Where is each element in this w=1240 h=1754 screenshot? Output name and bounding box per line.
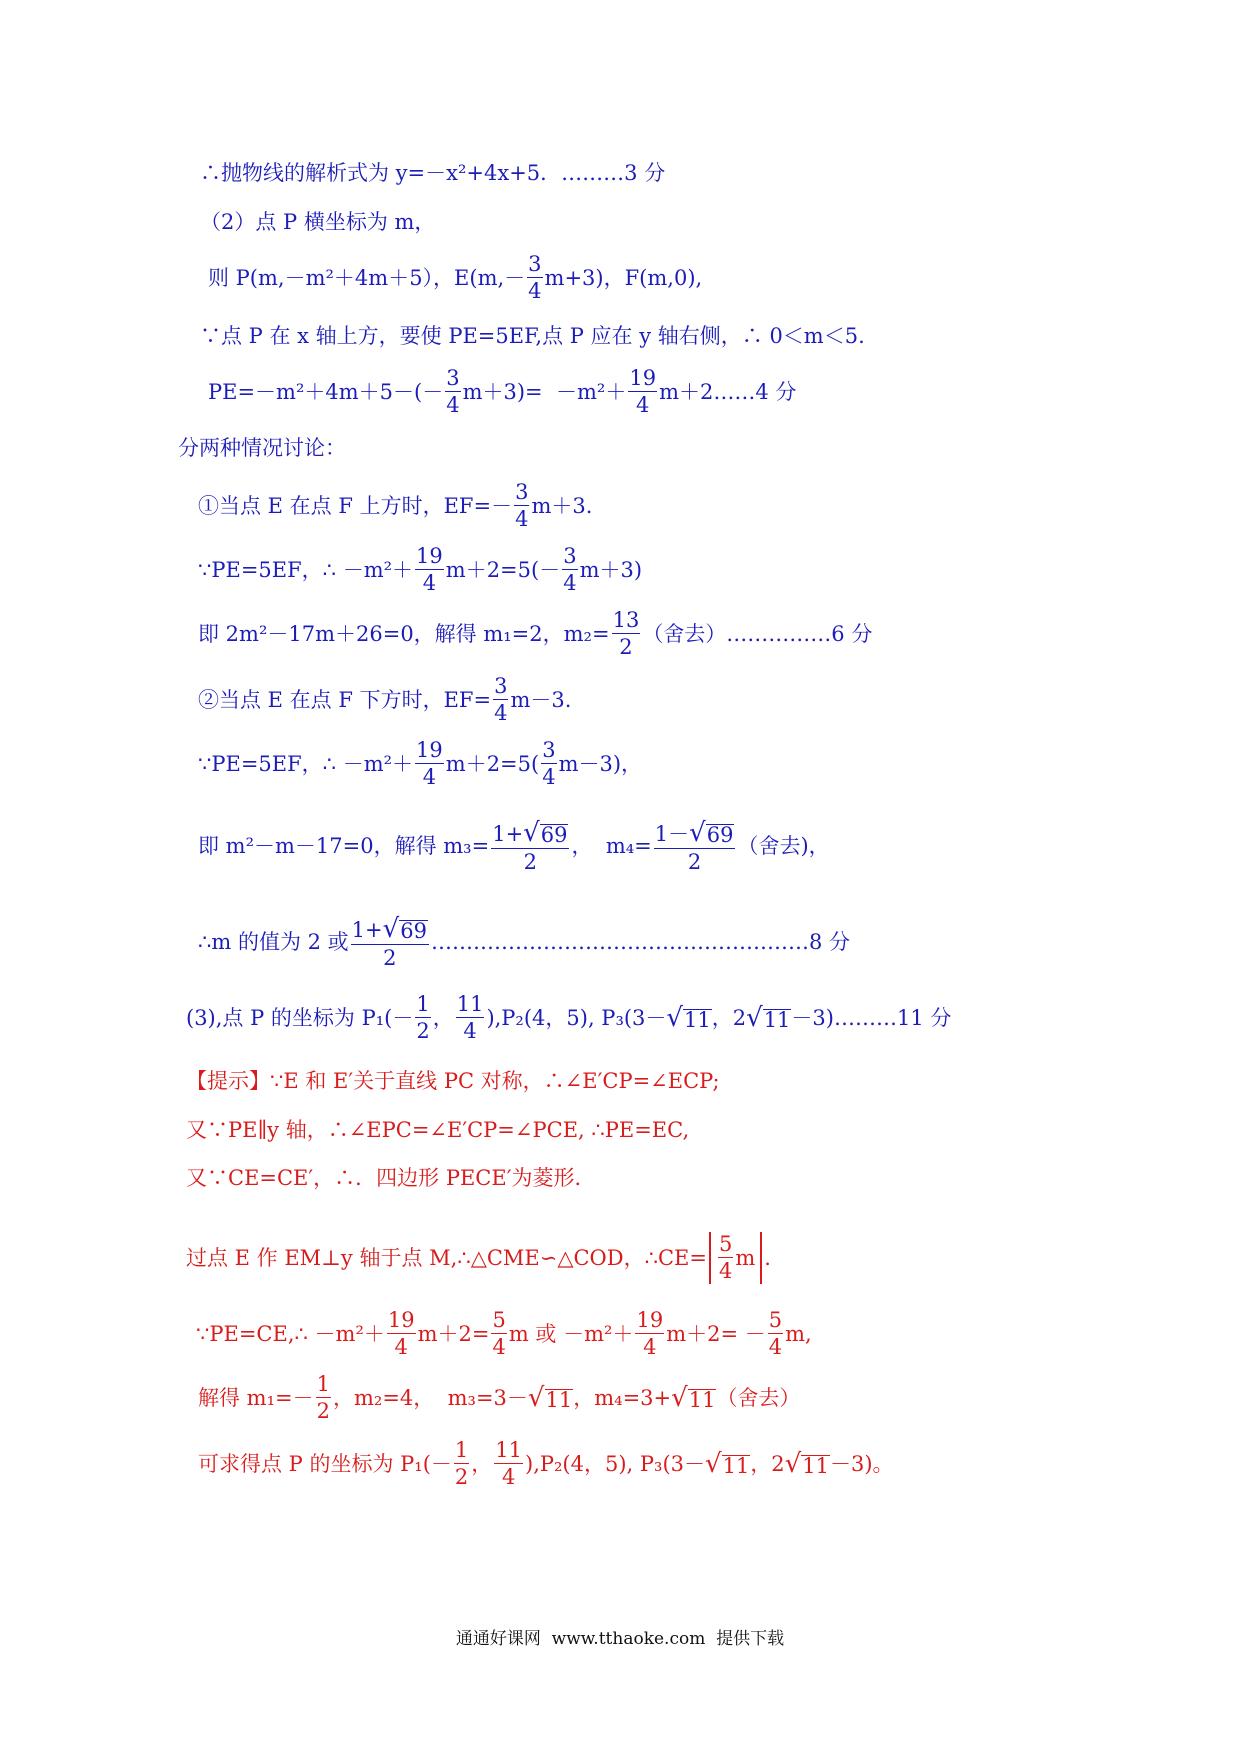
denominator: 2 bbox=[687, 850, 702, 874]
text: m 或 －m²＋ bbox=[508, 1321, 634, 1346]
line-case1 bbox=[198, 482, 592, 530]
fraction bbox=[514, 482, 529, 530]
numerator: 1 bbox=[316, 1372, 330, 1396]
numerator bbox=[351, 916, 429, 945]
line-case1-equation bbox=[198, 546, 642, 594]
radicand: 11 bbox=[684, 1008, 711, 1032]
line-hint-rhombus bbox=[186, 1168, 595, 1189]
numerator: 1 bbox=[416, 992, 430, 1016]
radical: √ 11 bbox=[666, 1003, 711, 1033]
denominator: 4 bbox=[492, 1335, 506, 1359]
denominator: 2 bbox=[619, 635, 633, 659]
line-hint-final bbox=[198, 1440, 894, 1488]
fraction bbox=[351, 916, 429, 969]
variable: m bbox=[735, 1245, 756, 1270]
fraction bbox=[768, 1310, 783, 1358]
line-parabola-result bbox=[200, 163, 665, 184]
line-hint-solutions bbox=[198, 1374, 800, 1422]
radicand: 11 bbox=[763, 1008, 791, 1032]
radicand: 11 bbox=[802, 1454, 829, 1478]
numerator: 19 bbox=[629, 366, 657, 390]
fraction bbox=[494, 1440, 523, 1488]
text: 解得 m₁=－ bbox=[198, 1385, 314, 1410]
denominator: 4 bbox=[768, 1335, 783, 1359]
denominator: 4 bbox=[636, 393, 650, 417]
text: m, bbox=[785, 1321, 812, 1346]
fraction bbox=[491, 1310, 506, 1358]
fraction bbox=[454, 1440, 469, 1488]
numerator: 3 bbox=[446, 366, 460, 390]
text: m－3. bbox=[510, 687, 572, 712]
line-m-values bbox=[198, 916, 850, 969]
text: m－3)， bbox=[558, 751, 643, 776]
fraction bbox=[491, 820, 569, 873]
text: m＋3) bbox=[579, 557, 643, 582]
fraction bbox=[628, 368, 657, 416]
text: （2）点 P 横坐标为 m， bbox=[200, 210, 436, 234]
fraction bbox=[718, 1234, 733, 1282]
line-hint-similar bbox=[186, 1232, 771, 1284]
text: ∴抛物线的解析式为 y=－x²+4x+5．………3 分 bbox=[200, 161, 666, 185]
text: ，m₄=3+ bbox=[573, 1385, 672, 1410]
text: . bbox=[764, 1245, 771, 1270]
fraction bbox=[456, 994, 485, 1042]
page-footer bbox=[0, 1631, 1240, 1648]
fraction bbox=[387, 1310, 416, 1358]
text: 过点 E 作 EM⊥y 轴于点 M,∴△CME∽△COD，∴CE= bbox=[186, 1245, 707, 1270]
text: 可求得点 P 的坐标为 P₁(－ bbox=[198, 1451, 452, 1476]
text: 又∵CE=CE′，∴．四边形 PECE′为菱形． bbox=[186, 1166, 596, 1190]
radical: √ 11 bbox=[705, 1449, 750, 1479]
absolute-value bbox=[709, 1232, 762, 1284]
text: （舍去）……………6 分 bbox=[642, 621, 873, 646]
line-point-coords bbox=[208, 254, 702, 302]
text: m＋2……4 分 bbox=[659, 379, 797, 404]
text: ， bbox=[432, 1005, 454, 1030]
fraction bbox=[445, 368, 460, 416]
fraction bbox=[612, 610, 641, 658]
text: m＋2=5(－ bbox=[445, 557, 561, 582]
fraction bbox=[415, 994, 430, 1042]
line-two-cases bbox=[178, 438, 346, 459]
numerator: 5 bbox=[492, 1308, 506, 1332]
radical: √ 69 bbox=[523, 818, 568, 848]
denominator: 4 bbox=[463, 1019, 477, 1043]
radicand: 69 bbox=[706, 823, 734, 847]
numerator: 19 bbox=[387, 1308, 415, 1332]
line-range-condition bbox=[200, 326, 865, 347]
text: 1+ bbox=[351, 918, 383, 942]
text: 则 P(m,－m²＋4m＋5），E(m,－ bbox=[208, 265, 526, 290]
text: 即 m²－m－17=0，解得 m₃= bbox=[198, 834, 490, 858]
text: ，m₂=4， m₃=3－ bbox=[332, 1385, 528, 1410]
text: ，2 bbox=[711, 1005, 747, 1030]
numerator: 13 bbox=[612, 608, 640, 632]
text: －3)………11 分 bbox=[791, 1005, 952, 1030]
line-hint-angles bbox=[186, 1120, 689, 1141]
text: m＋2= － bbox=[666, 1321, 766, 1346]
line-case1-solution bbox=[198, 610, 872, 658]
denominator: 2 bbox=[416, 1019, 430, 1043]
denominator: 2 bbox=[523, 850, 538, 874]
numerator: 19 bbox=[416, 738, 443, 762]
line-hint-equation bbox=[196, 1310, 812, 1358]
radicand: 11 bbox=[722, 1454, 750, 1478]
text: ②当点 E 在点 F 下方时，EF= bbox=[198, 687, 492, 712]
text: ∵PE=5EF，∴ －m²＋ bbox=[198, 557, 414, 582]
numerator: 3 bbox=[515, 480, 529, 504]
radical: √ 11 bbox=[746, 1003, 791, 1033]
denominator: 4 bbox=[643, 1335, 657, 1359]
numerator bbox=[491, 820, 569, 849]
numerator: 5 bbox=[768, 1308, 783, 1332]
text: ， m₄= bbox=[571, 834, 652, 858]
denominator: 4 bbox=[528, 279, 542, 303]
numerator: 3 bbox=[528, 252, 542, 276]
radical: √ 11 bbox=[527, 1383, 573, 1413]
fraction bbox=[316, 1374, 331, 1422]
line-case2 bbox=[198, 676, 571, 724]
denominator: 2 bbox=[383, 946, 397, 970]
text: 1－ bbox=[654, 822, 690, 846]
text: PE=－m²＋4m＋5－(－ bbox=[208, 379, 444, 404]
radical: √ 11 bbox=[671, 1383, 716, 1413]
radicand: 11 bbox=[688, 1388, 716, 1412]
text: ),P₂(4，5), P₃(3－ bbox=[486, 1005, 667, 1030]
fraction bbox=[415, 546, 444, 594]
text: 分两种情况讨论： bbox=[178, 436, 346, 460]
numerator: 3 bbox=[542, 738, 556, 762]
radicand: 69 bbox=[400, 919, 427, 943]
radical: √ 11 bbox=[784, 1449, 829, 1479]
line-case2-equation bbox=[198, 740, 642, 788]
line-pe-expression bbox=[208, 368, 796, 416]
denominator: 4 bbox=[422, 765, 437, 789]
fraction bbox=[493, 676, 508, 724]
text: ①当点 E 在点 F 上方时，EF=－ bbox=[198, 493, 513, 518]
radicand: 11 bbox=[545, 1388, 573, 1412]
fraction bbox=[541, 740, 556, 788]
line-part2-intro bbox=[200, 212, 435, 233]
numerator: 5 bbox=[718, 1232, 733, 1256]
text: ，2 bbox=[750, 1451, 785, 1476]
hint-tag: 【提示】 bbox=[186, 1069, 270, 1093]
numerator: 19 bbox=[416, 544, 443, 568]
text: 即 2m²－17m＋26=0，解得 m₁=2，m₂= bbox=[198, 621, 610, 646]
text: ),P₂(4，5), P₃(3－ bbox=[525, 1451, 705, 1476]
text: m＋2=5( bbox=[445, 751, 540, 776]
text: （舍去） bbox=[716, 1385, 801, 1410]
fraction bbox=[527, 254, 542, 302]
text: ∵E 和 E′关于直线 PC 对称，∴∠E′CP=∠ECP; bbox=[270, 1069, 720, 1093]
denominator: 4 bbox=[446, 393, 460, 417]
text: ∵PE=CE,∴ －m²＋ bbox=[196, 1321, 385, 1346]
line-case2-solution bbox=[198, 820, 830, 873]
denominator: 4 bbox=[394, 1335, 408, 1359]
numerator: 3 bbox=[494, 674, 508, 698]
numerator bbox=[654, 820, 736, 849]
text: ………………………………………………8 分 bbox=[430, 930, 850, 954]
denominator: 4 bbox=[718, 1259, 733, 1283]
text: ∵PE=5EF，∴ －m²＋ bbox=[198, 751, 414, 776]
text: m+3)，F(m,0), bbox=[544, 265, 703, 290]
text: m＋2= bbox=[417, 1321, 490, 1346]
fraction bbox=[562, 546, 577, 594]
fraction bbox=[635, 1310, 664, 1358]
numerator: 19 bbox=[636, 1308, 664, 1332]
denominator: 4 bbox=[515, 507, 529, 531]
denominator: 4 bbox=[422, 571, 437, 595]
text: ∴m 的值为 2 或 bbox=[198, 930, 349, 954]
line-part3-answer bbox=[186, 994, 951, 1042]
numerator: 11 bbox=[495, 1438, 523, 1462]
text: ， bbox=[471, 1451, 493, 1476]
numerator: 11 bbox=[456, 992, 484, 1016]
fraction bbox=[415, 740, 444, 788]
denominator: 4 bbox=[494, 701, 508, 725]
denominator: 2 bbox=[316, 1399, 330, 1423]
denominator: 4 bbox=[542, 765, 556, 789]
line-hint bbox=[186, 1071, 720, 1092]
text: (3),点 P 的坐标为 P₁(－ bbox=[186, 1005, 414, 1030]
text: （舍去)， bbox=[737, 834, 830, 858]
denominator: 4 bbox=[501, 1465, 516, 1489]
numerator: 1 bbox=[454, 1438, 469, 1462]
radicand: 69 bbox=[540, 823, 568, 847]
text: ∵点 P 在 x 轴上方，要使 PE=5EF,点 P 应在 y 轴右侧，∴ 0＜m＜5. bbox=[200, 324, 865, 348]
radical: √ 69 bbox=[689, 818, 734, 848]
text: m＋3. bbox=[531, 493, 593, 518]
text: m＋3)= －m²＋ bbox=[462, 379, 627, 404]
text: 又∵PE∥y 轴，∴∠EPC=∠E′CP=∠PCE, ∴PE=EC, bbox=[186, 1118, 690, 1142]
denominator: 2 bbox=[454, 1465, 469, 1489]
numerator: 3 bbox=[563, 544, 577, 568]
fraction bbox=[654, 820, 736, 873]
footer-text: 通通好课网 www.tthaoke.com 提供下载 bbox=[455, 1629, 785, 1649]
text: －3)。 bbox=[830, 1451, 894, 1476]
radical: √ 69 bbox=[382, 914, 427, 944]
denominator: 4 bbox=[563, 571, 577, 595]
text: 1+ bbox=[492, 822, 524, 846]
